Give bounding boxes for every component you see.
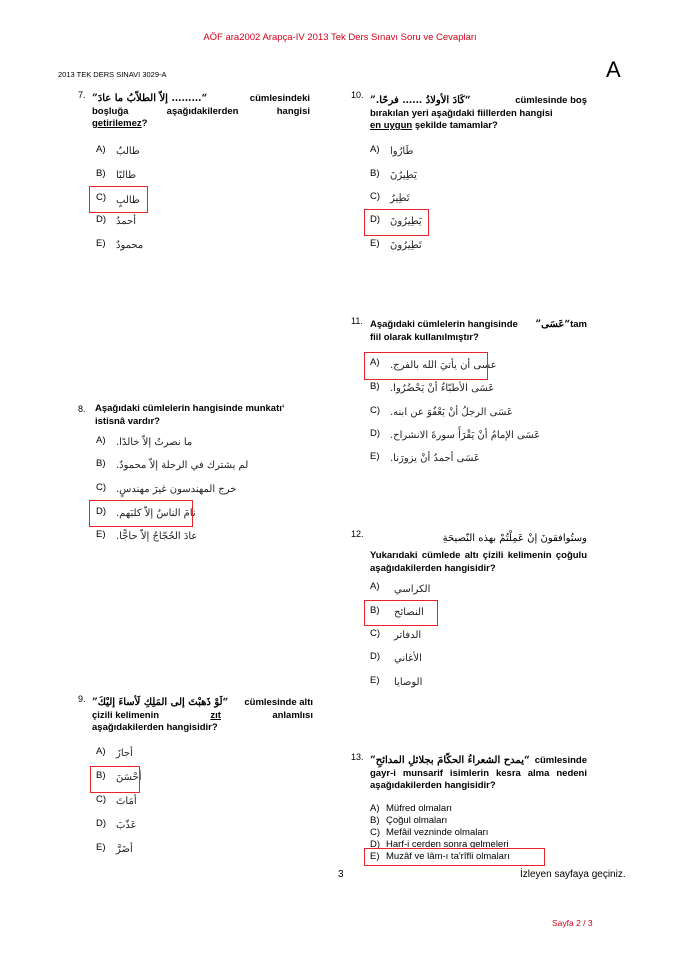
q11-option-a-arabic: عسى أن يأتيَ الله بالفرج. [390,360,497,371]
option-label: B) [96,168,106,179]
question-9-text-a: cümlesinde altı [244,697,313,708]
q8-option-a[interactable] [96,435,112,446]
question-12-arabic: وستُوافقونَ إنْ عَمِلْتُمْ بهذه النّصيحَةِ [442,533,587,544]
q12-option-c[interactable] [370,628,386,639]
q7-option-a[interactable] [96,144,112,155]
question-7-text-d: ? [141,118,148,129]
q12-option-d-arabic: الأغاني [394,653,422,664]
q12-option-d[interactable] [370,651,386,662]
option-label: A) [96,144,106,155]
question-10-text [370,95,587,133]
option-label: E) [370,675,380,686]
question-10-number: 10. [351,90,364,100]
question-13-text-b: gayr-i munsarif isimlerin kesra alma nedeni aşağıdakilerden hangisidir? [370,767,587,791]
q8-option-e[interactable] [96,529,112,540]
q13-option-a[interactable] [370,803,452,814]
question-13-number: 13. [351,752,364,762]
q12-answer-highlight [364,600,438,626]
q10-option-a[interactable] [370,144,386,155]
option-label: E) [370,451,380,462]
question-9-text-b3: anlamlısı [272,709,313,721]
option-label: D) [96,818,107,829]
q7-answer-highlight [89,186,148,213]
option-label: A) [370,803,380,814]
q7-option-d-arabic: أحمدُ [116,216,136,227]
q10-option-c-arabic: تَطِيرُ [390,193,410,204]
q13-option-c[interactable] [370,827,488,838]
q10-option-b[interactable] [370,168,386,179]
option-label: B) [370,605,380,616]
q8-option-b[interactable] [96,458,112,469]
q7-option-e[interactable] [96,238,112,249]
option-label: E) [96,842,106,853]
option-label: B) [96,458,106,469]
option-label: D) [96,214,107,225]
q12-option-e[interactable] [370,675,386,686]
page-number: 3 [338,869,344,880]
q11-option-e-arabic: عَسَى أحمدُ أنْ يزورَنا. [390,453,480,464]
q8-option-c[interactable] [96,482,112,493]
option-label: A) [370,581,380,592]
q7-option-a-arabic: طالبٌ [116,146,140,157]
question-8-number: 8. [78,404,86,414]
q12-option-a-arabic: الكراسي [394,584,431,595]
option-label: A) [96,435,106,446]
question-12-number: 12. [351,529,364,539]
option-label: D) [370,214,381,225]
q8-option-e-arabic: عادَ الحُجّاجُ إلاّ حاجًّا. [116,531,198,542]
option-label: C) [96,794,107,805]
question-11-text-b: tam [570,319,587,330]
option-label: D) [370,651,381,662]
question-11-text [370,319,587,344]
option-label: E) [370,851,380,862]
page-indicator: Sayfa 2 / 3 [552,918,593,928]
q11-option-c[interactable] [370,405,386,416]
question-11-text-a: Aşağıdaki cümlelerin hangisinde [370,319,518,330]
q13-answer-highlight [364,848,545,866]
question-7-text-a: cümlesindeki [249,93,310,104]
q9-option-a-arabic: أجازَ [116,748,133,759]
question-7-text-c: getirilemez [92,118,142,129]
q9-option-d-arabic: عَذّبَ [116,820,137,831]
question-13-arabic: “يمدح الشعراءُ الحكّامَ بجلائلِ المدائحِ” [370,755,530,766]
q13-option-b[interactable] [370,815,447,826]
q7-option-b-arabic: طالبًا [116,170,137,181]
option-label: E) [96,238,106,249]
q11-option-e[interactable] [370,451,386,462]
option-label: A) [96,746,106,757]
q10-option-d-arabic: يَطِيرُونَ [390,216,422,227]
q11-option-d[interactable] [370,428,386,439]
option-label: E) [96,529,106,540]
option-text: Çoğul olmaları [386,815,448,826]
q8-option-a-arabic: ما نصرتُ إلاّ خالدًا. [116,437,193,448]
q9-option-a[interactable] [96,746,112,757]
option-label: B) [96,770,106,781]
question-7-text-b: boşluğa aşağıdakilerden hangisi [92,105,310,117]
q8-option-c-arabic: خرج المهندسون غيرَ مهندسٍ. [116,484,237,495]
question-13-text-a: cümlesinde [534,755,587,766]
question-9-text-b2: zıt [210,709,221,721]
q9-option-b-arabic: أحْسَنَ [116,772,142,783]
option-label: D) [96,506,107,517]
question-9-text [92,697,313,735]
option-label: C) [370,405,381,416]
q9-option-c-arabic: أمَاتَ [116,796,137,807]
document-title: AÖF ara2002 Arapça-IV 2013 Tek Ders Sınavı Soru ve Cevapları [203,32,477,43]
q10-option-a-arabic: طَارُوا [390,146,414,157]
q9-option-c[interactable] [96,794,112,805]
question-8-text: Aşağıdaki cümlelerin hangisinde munkatı‘ istisnâ vardır? [95,403,285,427]
q10-option-c[interactable] [370,191,386,202]
option-label: D) [370,428,381,439]
q10-option-e[interactable] [370,238,386,249]
question-9-text-b1: çizili kelimenin [92,709,160,721]
q12-option-b-arabic: النصائح [394,607,424,618]
question-7-number: 7. [78,90,86,100]
option-label: D) [370,839,381,850]
q12-option-a[interactable] [370,581,386,592]
q9-answer-highlight [90,766,140,793]
question-9-text-c: aşağıdakilerden hangisidir? [92,722,218,733]
question-13-text [370,755,587,793]
option-label: B) [370,815,380,826]
q9-option-d[interactable] [96,818,112,829]
q10-option-b-arabic: يَطِيرُنَ [390,170,417,181]
option-label: C) [96,192,107,203]
booklet-letter: A [606,57,621,82]
question-10-text-c2: şekilde tamamlar? [414,120,498,131]
question-10-text-a: cümlesinde boş [515,95,587,106]
q11-option-d-arabic: عَسَى الإمامُ أنْ يَقْرَأَ سورةَ الانشراح. [390,430,541,441]
exam-code: 2013 TEK DERS SINAVI 3029-A [58,70,167,79]
q10-option-e-arabic: تَطِيرُونَ [390,240,422,251]
question-7-text [92,93,310,131]
question-9-arabic: “لَوْ ذَهبْتَ إلى المَلِكِ لَأساءَ إليْكَ” [92,697,229,708]
question-10-text-c1: en uygun [370,120,413,131]
q7-option-e-arabic: محمودٌ [116,240,144,251]
question-11-text-c: fiil olarak kullanılmıştır? [370,331,479,343]
question-7-arabic: “……… إلاّ الطلاّبُ ما عادَ” [92,93,208,104]
option-label: C) [370,827,381,838]
q12-option-e-arabic: الوصايا [394,677,423,688]
question-11-arabic: “عَسَى” [535,319,571,330]
q7-option-d[interactable] [96,214,112,225]
q8-option-d-arabic: نامَ الناسُ إلاّ كلبَهم. [116,508,196,519]
option-label: B) [370,168,380,179]
q12-option-c-arabic: الدفاتر [394,630,422,641]
q11-option-b[interactable] [370,381,386,392]
option-label: B) [370,381,380,392]
option-text: Muzâf ve lâm-ı ta'rîfli olmaları [386,851,510,862]
q7-option-c-arabic: طالبٍ [116,195,140,206]
option-label: A) [370,144,380,155]
q8-answer-highlight [89,500,193,527]
option-label: C) [96,482,107,493]
option-label: C) [370,191,381,202]
question-10-arabic: “كَادَ الأولادُ …… فرحًا.” [370,95,471,106]
q7-option-b[interactable] [96,168,112,179]
question-9-number: 9. [78,694,86,704]
question-12-text: Yukarıdaki cümlede altı çizili kelimenin çoğulu aşağıdakilerden hangisidir? [370,550,587,574]
question-12-arabic-sentence [440,528,587,546]
q11-answer-highlight [364,352,488,380]
option-text: Müfred olmaları [386,803,452,814]
q11-option-b-arabic: عَسَى الأطبّاءُ أنْ يَحْضُرُوا. [390,383,495,394]
option-label: E) [370,238,380,249]
q9-option-e[interactable] [96,842,112,853]
option-label: A) [370,357,380,368]
next-page-note: İzleyen sayfaya geçiniz. [520,869,626,880]
question-11-number: 11. [351,316,363,326]
option-text: Mefâil vezninde olmaları [386,827,489,838]
option-text: Harf-i cerden sonra gelmeleri [386,839,509,850]
question-10-text-b: bırakılan yeri aşağıdaki fiillerden hangisi [370,107,553,119]
q9-option-e-arabic: أضَرَّ [116,844,133,855]
q8-option-b-arabic: لم يشترك في الرحلة إلاّ محمودٌ. [116,460,249,471]
q11-option-c-arabic: عَسَى الرجلُ أنْ يَعْفُوَ عن ابنه. [390,407,513,418]
q10-answer-highlight [364,209,429,236]
option-label: C) [370,628,381,639]
